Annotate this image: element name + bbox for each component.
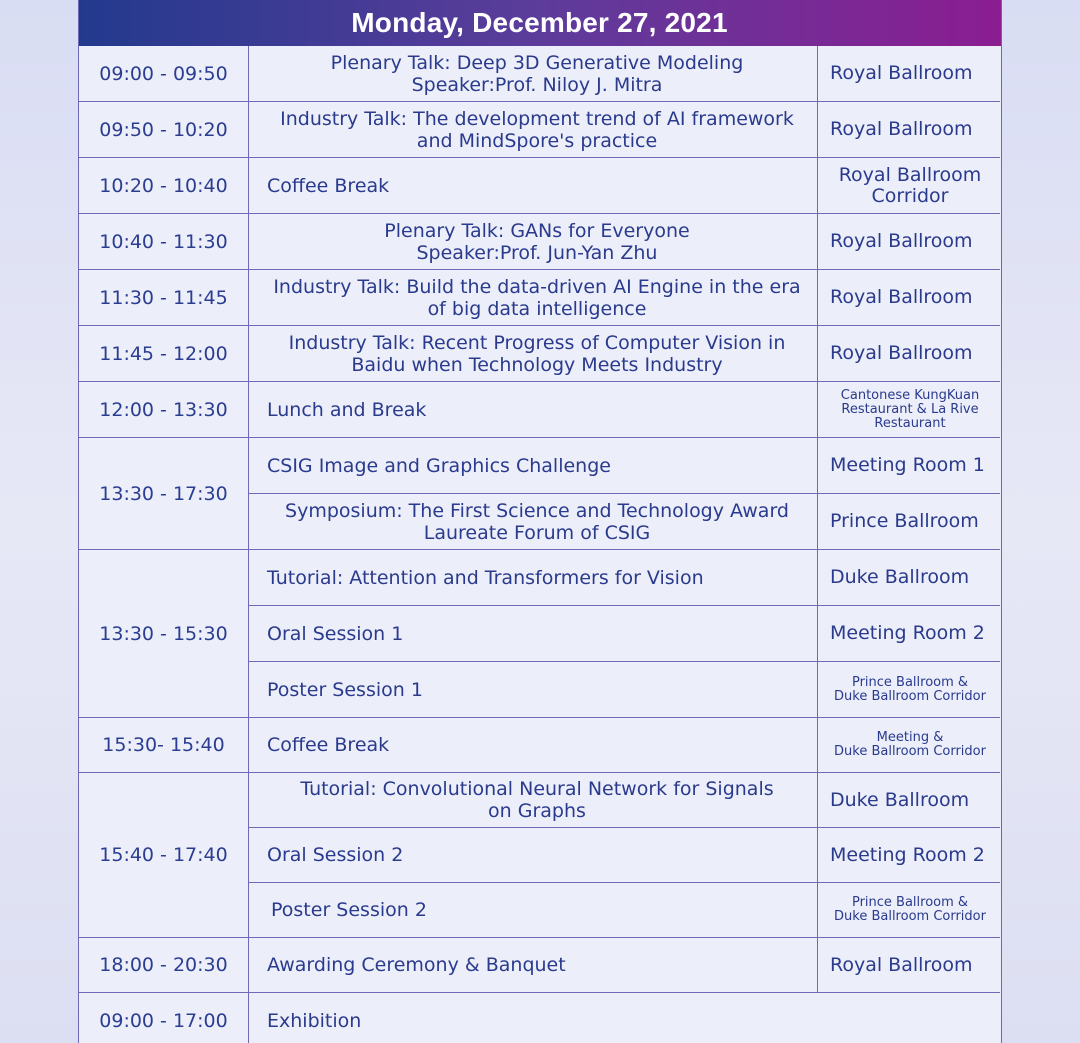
event-title: Poster Session 2: [271, 899, 427, 921]
time-cell: [79, 326, 249, 382]
event-cell: [249, 46, 818, 102]
time-label: 09:00 - 17:00: [99, 1009, 228, 1032]
time-cell: [79, 382, 249, 438]
schedule-table: [79, 46, 1000, 1043]
event-cell: [249, 158, 818, 214]
location-label: Royal Ballroom: [830, 62, 973, 84]
location-label: Duke Ballroom Corridor: [834, 744, 986, 759]
location-cell: [818, 214, 1000, 270]
time-cell: [79, 773, 249, 938]
event-cell: [249, 938, 818, 993]
time-cell: [79, 46, 249, 102]
time-label: 11:30 - 11:45: [99, 286, 228, 309]
event-cell: [249, 438, 818, 494]
location-label: Meeting Room 1: [830, 454, 985, 476]
event-cell: [249, 993, 1000, 1043]
location-cell: [818, 773, 1000, 828]
event-title: Exhibition: [267, 1009, 362, 1032]
header-title: Monday, December 27, 2021: [351, 7, 728, 38]
event-title: Plenary Talk: GANs for Everyone: [384, 219, 690, 242]
event-speaker: Speaker:Prof. Jun-Yan Zhu: [416, 241, 658, 264]
location-cell: [818, 102, 1000, 158]
event-cell: [249, 883, 818, 938]
event-cell: [249, 494, 818, 550]
location-label: Royal Ballroom: [838, 163, 982, 186]
event-title: Tutorial: Convolutional Neural Network for Signals: [300, 778, 774, 800]
schedule-panel: [78, 0, 1002, 1043]
location-cell: [818, 270, 1000, 326]
event-title: Symposium: The First Science and Technology Award: [285, 499, 789, 522]
location-label: Meeting Room 2: [830, 622, 985, 644]
event-cell: [249, 828, 818, 883]
location-label: Duke Ballroom Corridor: [834, 688, 986, 704]
event-cell: [249, 382, 818, 438]
event-title: Awarding Ceremony & Banquet: [267, 954, 566, 976]
time-label: 15:40 - 17:40: [99, 844, 228, 866]
location-label: Corridor: [871, 184, 949, 207]
event-cell: [249, 773, 818, 828]
location-label: Royal Ballroom: [830, 118, 973, 140]
location-label: Royal Ballroom: [830, 286, 973, 308]
location-cell: [818, 550, 1000, 606]
location-label: Meeting Room 2: [830, 843, 985, 866]
event-title: Oral Session 1: [267, 622, 404, 645]
location-cell: [818, 438, 1000, 494]
time-cell: [79, 102, 249, 158]
time-label: 15:30- 15:40: [102, 734, 225, 756]
event-title: Oral Session 2: [267, 844, 404, 866]
location-cell: [818, 382, 1000, 438]
event-cell: [249, 270, 818, 326]
location-cell: [818, 326, 1000, 382]
event-title: Tutorial: Attention and Transformers for Vision: [267, 566, 704, 589]
location-label: Duke Ballroom: [830, 788, 970, 811]
event-title: Coffee Break: [267, 734, 390, 756]
time-cell: [79, 270, 249, 326]
time-label: 09:50 - 10:20: [99, 118, 228, 141]
location-cell: [818, 662, 1000, 718]
location-label: Royal Ballroom: [830, 342, 973, 364]
location-label: Restaurant: [874, 415, 946, 431]
location-label: Duke Ballroom Corridor: [834, 909, 986, 924]
time-cell: [79, 718, 249, 773]
event-title-continuation: Baidu when Technology Meets Industry: [351, 353, 723, 376]
location-cell: [818, 494, 1000, 550]
event-title: Industry Talk: Build the data-driven AI Engine in the era: [273, 275, 801, 298]
event-cell: [249, 606, 818, 662]
location-label: Prince Ballroom &: [851, 674, 969, 690]
time-cell: [79, 214, 249, 270]
time-cell: [79, 993, 249, 1043]
event-title: Poster Session 1: [267, 678, 423, 701]
event-speaker: Speaker:Prof. Niloy J. Mitra: [411, 73, 663, 96]
location-label: Duke Ballroom: [830, 566, 970, 588]
time-label: 13:30 - 17:30: [99, 482, 228, 505]
event-cell: [249, 102, 818, 158]
event-title-continuation: of big data intelligence: [427, 297, 647, 320]
time-cell: [79, 438, 249, 550]
time-label: 18:00 - 20:30: [99, 954, 228, 976]
time-label: 11:45 - 12:00: [99, 342, 228, 365]
time-label: 13:30 - 15:30: [99, 622, 228, 645]
time-label: 12:00 - 13:30: [99, 398, 228, 421]
schedule-header: [78, 0, 1002, 46]
event-cell: [249, 214, 818, 270]
event-title: Industry Talk: Recent Progress of Computer Vision in: [288, 331, 786, 354]
location-cell: [818, 158, 1000, 214]
event-title-continuation: and MindSpore's practice: [416, 129, 658, 152]
time-label: 09:00 - 09:50: [99, 62, 228, 85]
event-title: Coffee Break: [267, 174, 390, 197]
time-cell: [79, 550, 249, 718]
event-title-continuation: Laureate Forum of CSIG: [423, 521, 651, 544]
time-cell: [79, 158, 249, 214]
location-cell: [818, 938, 1000, 993]
event-title: CSIG Image and Graphics Challenge: [267, 454, 611, 477]
location-label: Prince Ballroom &: [851, 895, 969, 910]
event-title: Plenary Talk: Deep 3D Generative Modeling: [330, 51, 744, 74]
event-cell: [249, 550, 818, 606]
event-cell: [249, 662, 818, 718]
event-title-continuation: on Graphs: [488, 800, 586, 822]
location-cell: [818, 46, 1000, 102]
location-cell: [818, 718, 1000, 773]
event-title: Lunch and Break: [267, 398, 427, 421]
location-cell: [818, 883, 1000, 938]
location-label: Meeting &: [876, 730, 944, 745]
location-label: Royal Ballroom: [830, 953, 973, 976]
location-cell: [818, 606, 1000, 662]
location-label: Royal Ballroom: [830, 230, 973, 252]
time-label: 10:40 - 11:30: [99, 230, 228, 253]
event-cell: [249, 326, 818, 382]
event-cell: [249, 718, 818, 773]
location-label: Restaurant & La Rive: [841, 401, 979, 417]
location-label: Prince Ballroom: [830, 510, 979, 532]
location-cell: [818, 828, 1000, 883]
location-label: Cantonese KungKuan: [840, 387, 980, 403]
event-title: Industry Talk: The development trend of AI framework: [280, 107, 794, 130]
time-cell: [79, 938, 249, 993]
time-label: 10:20 - 10:40: [99, 174, 228, 197]
